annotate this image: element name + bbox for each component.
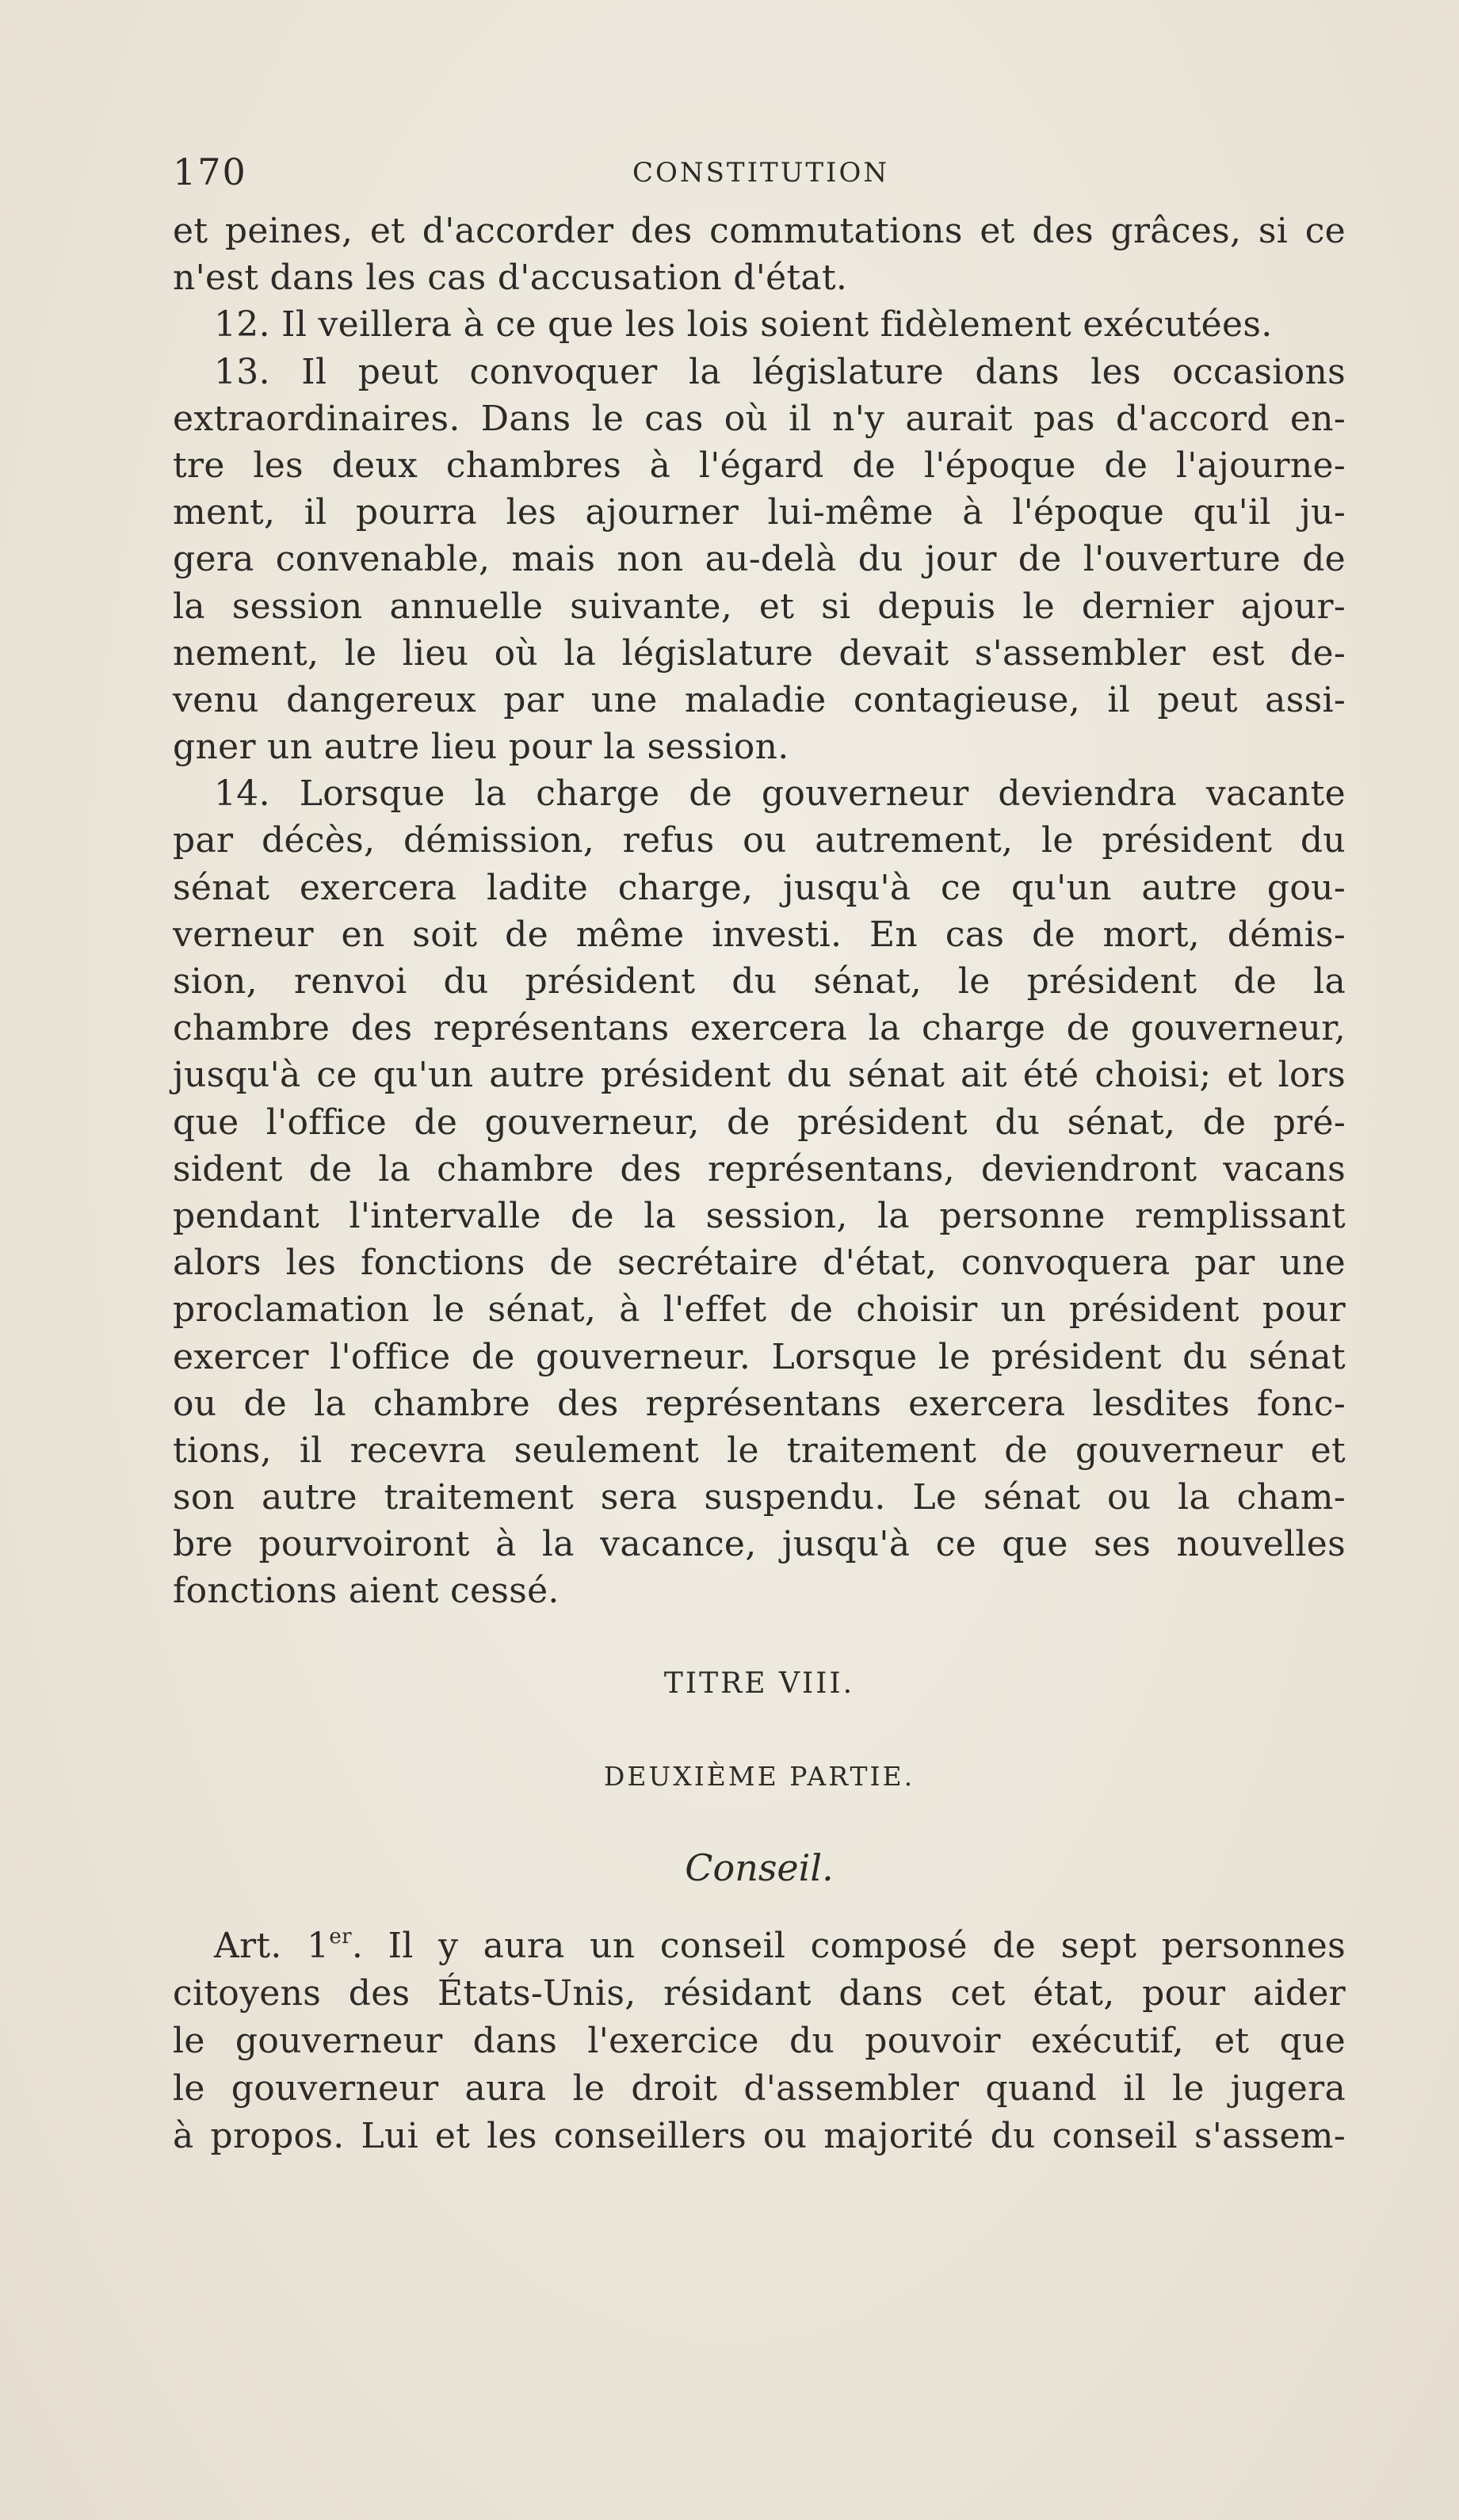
text-line: extraordinaires. Dans le cas où il n'y aurait pas d'accord en- [173,398,1346,439]
article-first-line [173,1922,1346,1970]
text-line: ment, il pourra les ajourner lui-même à l'époque qu'il ju- [173,492,1346,533]
text-line: son autre traitement sera suspendu. Le sénat ou la cham- [173,1477,1346,1518]
text-line: exercer l'office de gouverneur. Lorsque le président du sénat [173,1336,1346,1377]
text-line: nement, le lieu où la législature devait s'assembler est de- [173,632,1346,674]
text-line: 13. Il peut convoquer la législature dans les occasions [214,351,1346,392]
text-line: chambre des représentans exercera la charge de gouverneur, [173,1008,1346,1049]
text-line: la session annuelle suivante, et si depuis le dernier ajour- [173,586,1346,627]
text-line: que l'office de gouverneur, de président du sénat, de pré- [173,1102,1346,1143]
text-line: tre les deux chambres à l'égard de l'époque de l'ajourne- [173,445,1346,486]
text-line: 12. Il veillera à ce que les lois soient fidèlement exécutées. [214,304,1273,346]
body-text [173,208,1346,1615]
text-line: gner un autre lieu pour la session. [173,727,789,768]
article-ordinal: er [329,1925,352,1949]
text-line: par décès, démission, refus ou autrement, le président du [173,820,1346,861]
text-line: verneur en soit de même investi. En cas de mort, démis- [173,914,1346,955]
running-head: CONSTITUTION [632,157,890,189]
text-line: sion, renvoi du président du sénat, le président de la [173,961,1346,1002]
article-label: Art. 1 [214,1926,330,1966]
text-line: venu dangereux par une maladie contagieuse, il peut assi- [173,679,1346,720]
text-line: proclamation le sénat, à l'effet de choisir un président pour [173,1289,1346,1331]
text-line: sident de la chambre des représentans, deviendront vacans [173,1148,1346,1189]
text-line: le gouverneur dans l'exercice du pouvoir exécutif, et que [173,2021,1346,2061]
article-text [173,1922,1346,2160]
page-number: 170 [173,151,247,193]
text-line: tions, il recevra seulement le traitement de gouverneur et [173,1430,1346,1471]
article-first-text: . Il y aura un conseil composé de sept personnes [351,1926,1346,1966]
text-line: bre pourvoiront à la vacance, jusqu'à ce que ses nouvelles [173,1524,1346,1565]
text-line: jusqu'à ce qu'un autre président du sénat ait été choisi; et lors [173,1055,1346,1096]
part-heading: DEUXIÈME PARTIE. [603,1761,915,1792]
text-line: et peines, et d'accorder des commutations et des grâces, si ce [173,211,1346,251]
text-line: sénat exercera ladite charge, jusqu'à ce qu'un autre gou- [173,867,1346,908]
text-line: 14. Lorsque la charge de gouverneur deviendra vacante [214,773,1346,815]
text-line: fonctions aient cessé. [173,1571,560,1612]
title-heading: TITRE VIII. [663,1667,855,1700]
text-line: à propos. Lui et les conseillers ou majorité du conseil s'assem- [173,2116,1346,2156]
text-line: pendant l'intervalle de la session, la personne remplissant [173,1195,1346,1236]
text-line: gera convenable, mais non au-delà du jour de l'ouverture de [173,539,1346,580]
text-line: citoyens des États-Unis, résidant dans cet état, pour aider [173,1973,1346,2014]
page-header [173,151,1330,198]
section-heading: Conseil. [685,1846,834,1889]
text-line: alors les fonctions de secrétaire d'état, convoquera par une [173,1243,1346,1284]
text-line: n'est dans les cas d'accusation d'état. [173,258,848,299]
text-line: ou de la chambre des représentans exercera lesdites fonc- [173,1383,1346,1424]
text-line: le gouverneur aura le droit d'assembler quand il le jugera [173,2068,1346,2109]
